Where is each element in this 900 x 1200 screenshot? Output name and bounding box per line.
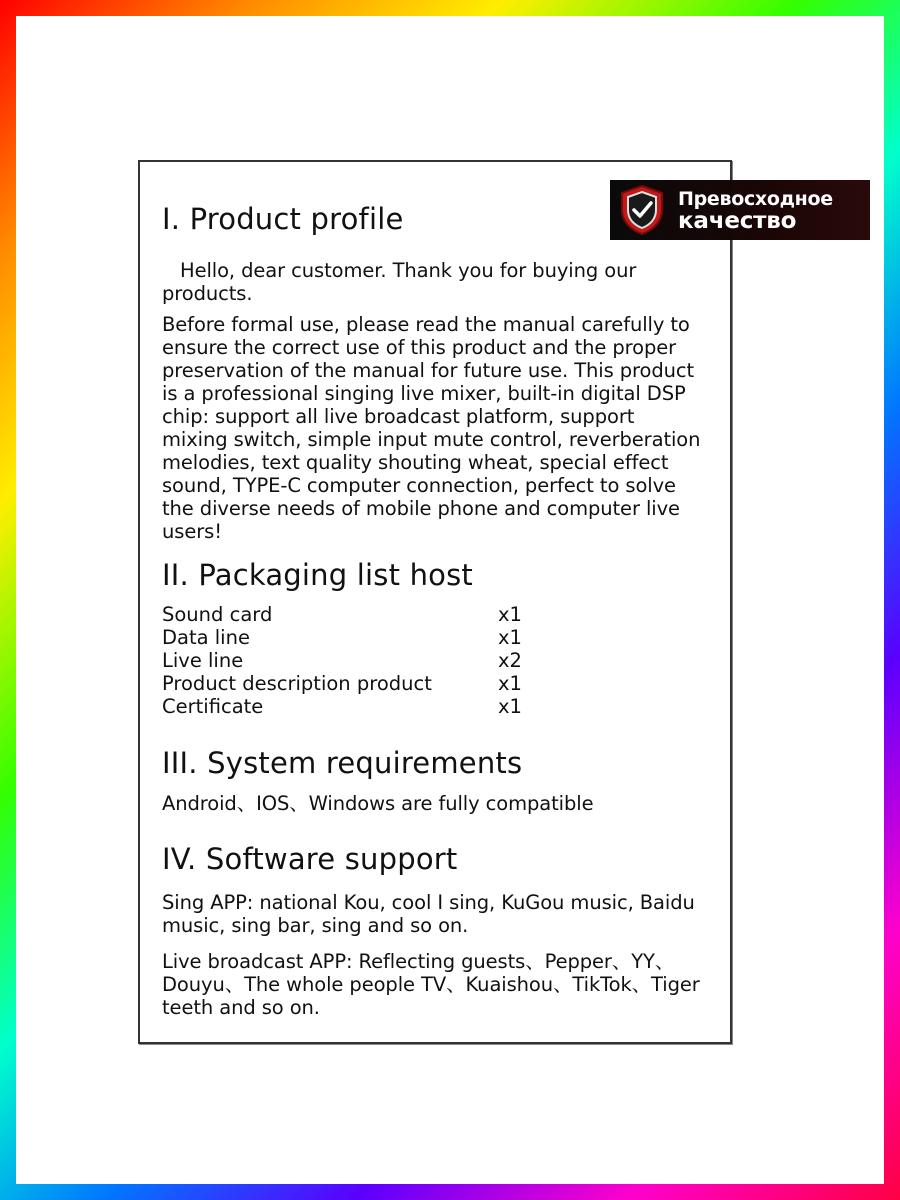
item-name: Certificate [162, 695, 264, 718]
section-title-product-profile: I. Product profile [162, 202, 404, 236]
manual-card [138, 160, 732, 1044]
quality-badge [610, 180, 870, 240]
shield-check-icon [610, 180, 674, 240]
badge-text [674, 188, 833, 232]
packaging-list-row [162, 649, 562, 672]
section-title-packaging-list: II. Packaging list host [162, 558, 473, 592]
item-quantity: x2 [498, 649, 522, 672]
packaging-list [162, 603, 562, 718]
item-quantity: x1 [498, 603, 522, 626]
item-name: Live line [162, 649, 244, 672]
item-name: Sound card [162, 603, 273, 626]
item-quantity: x1 [498, 672, 522, 695]
section-title-software-support: IV. Software support [162, 842, 458, 876]
badge-line-2: качество [678, 208, 797, 234]
sing-apps-paragraph: Sing APP: national Kou, cool I sing, KuGou music, Baidu music, sing bar, sing and so on. [162, 891, 695, 937]
packaging-list-row [162, 626, 562, 649]
packaging-list-row [162, 695, 562, 718]
greeting-paragraph: Hello, dear customer. Thank you for buying our products. [162, 259, 637, 305]
item-name: Data line [162, 626, 250, 649]
item-quantity: x1 [498, 695, 522, 718]
item-name: Product description product [162, 672, 432, 695]
section-title-system-requirements: III. System requirements [162, 746, 523, 780]
product-profile-paragraph: Before formal use, please read the manual carefully to ensure the correct use of this product and the proper preservation of the manual for future use. This product is a professional singing live mixer, built-in digital DSP chip: support all live broadcast platform, support mixing switch, simple input mute control, reverberation melodies, text quality shouting wheat, special effect sound, TYPE-C computer connection, perfect to solve the diverse needs of mobile phone and computer live users! [162, 313, 701, 543]
packaging-list-row [162, 603, 562, 626]
badge-line-1: Превосходное [678, 188, 833, 210]
item-quantity: x1 [498, 626, 522, 649]
packaging-list-row [162, 672, 562, 695]
live-apps-paragraph: Live broadcast APP: Reflecting guests、Pepper、YY、Douyu、The whole people TV、Kuaishou、TikTok、Tiger teeth and so on. [162, 950, 700, 1019]
system-requirements-text: Android、IOS、Windows are fully compatible [162, 792, 594, 815]
